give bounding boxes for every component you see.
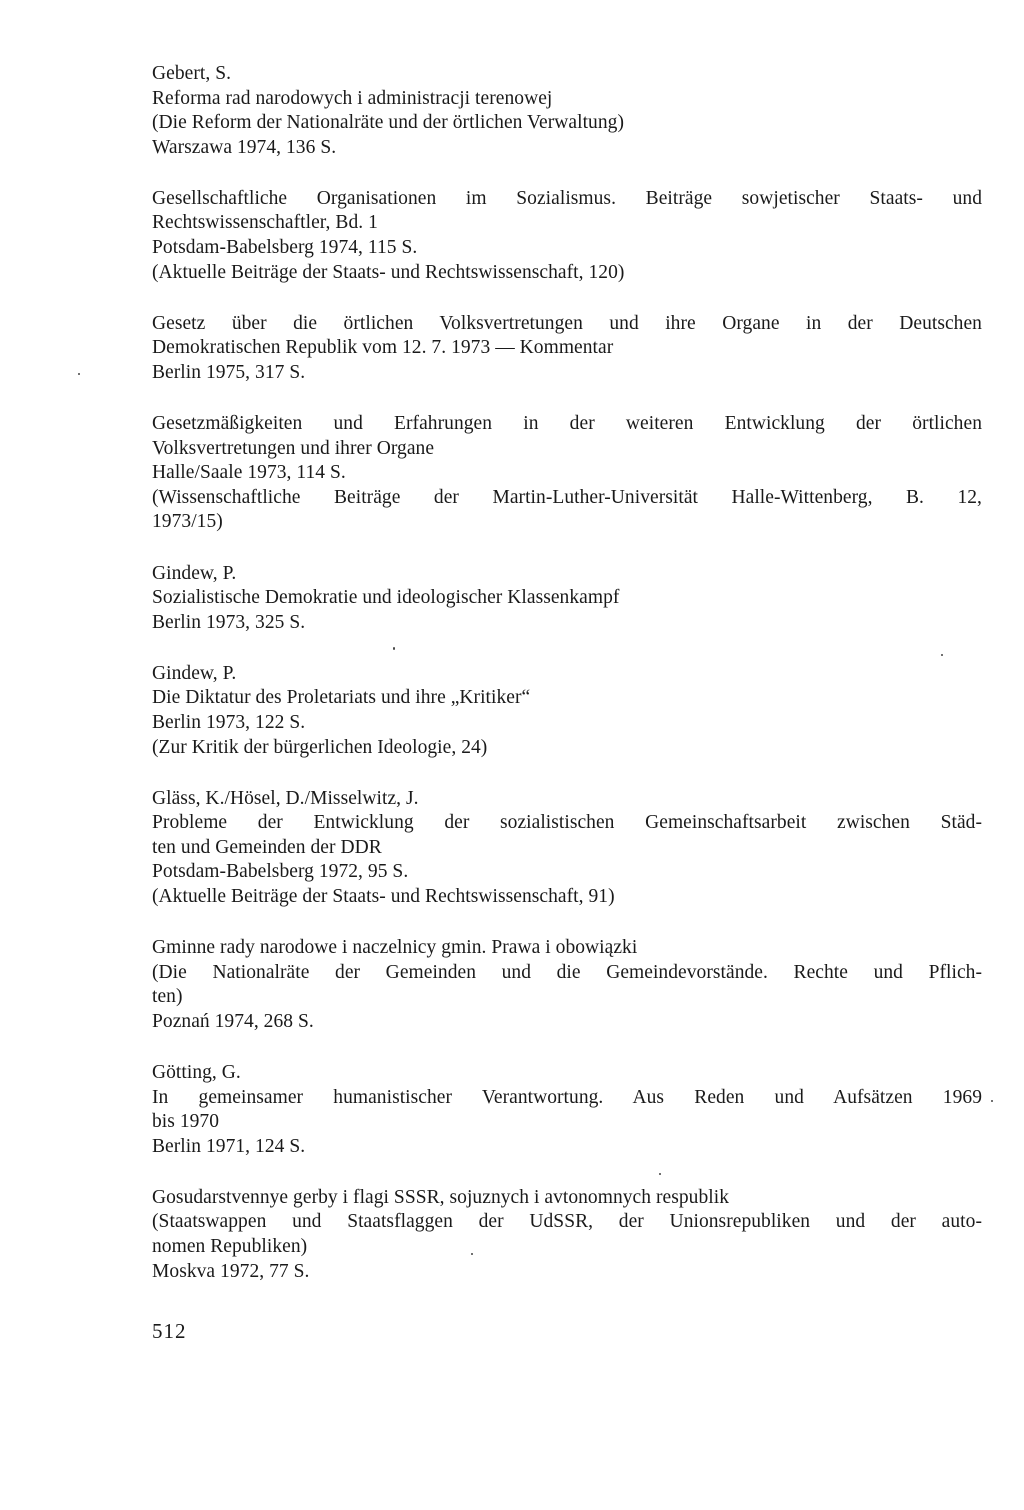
entry-line: bis 1970 — [152, 1111, 220, 1133]
entry-heading-line: Gindew, P. — [152, 562, 237, 584]
entry-line: Sozialistische Demokratie und ideologischer Klassenkampf — [152, 587, 620, 609]
scan-speck — [941, 654, 943, 656]
entry-heading-line: Gesellschaftliche Organisationen im Sozialismus. Beiträge sowjetischer Staats- und — [152, 187, 982, 209]
entry-line: (Aktuelle Beiträge der Staats- und Rechtswissenschaft, 91) — [152, 886, 615, 908]
entry-line: Berlin 1971, 124 S. — [152, 1135, 306, 1157]
scan-speck — [78, 373, 80, 375]
entry-heading-line: Gebert, S. — [152, 63, 232, 84]
bibliography-entry — [152, 562, 982, 636]
entry-line: Berlin 1975, 317 S. — [152, 361, 306, 383]
bibliography-entry — [152, 412, 982, 535]
entry-line: Potsdam-Babelsberg 1974, 115 S. — [152, 237, 418, 259]
entry-line: nomen Republiken) — [152, 1236, 308, 1258]
entry-line: Potsdam-Babelsberg 1972, 95 S. — [152, 861, 409, 883]
entry-line: Berlin 1973, 325 S. — [152, 611, 306, 633]
entry-line: In gemeinsamer humanistischer Verantwortung. Aus Reden und Aufsätzen 1969 — [152, 1086, 982, 1108]
entry-line: (Zur Kritik der bürgerlichen Ideologie, 24) — [152, 736, 488, 758]
scan-speck — [471, 1253, 473, 1255]
entry-heading-line: Gindew, P. — [152, 662, 237, 684]
entry-heading-line: Gesetz über die örtlichen Volksvertretungen und ihre Organe in der Deutschen — [152, 312, 982, 334]
entry-line: Halle/Saale 1973, 114 S. — [152, 462, 346, 484]
bibliography-entry — [152, 1061, 982, 1159]
entry-line: (Die Nationalräte der Gemeinden und die Gemeindevorstände. Rechte und Pflich- — [152, 961, 982, 983]
entry-line: (Die Reform der Nationalräte und der örtlichen Verwaltung) — [152, 112, 624, 134]
entry-heading-line: Gesetzmäßigkeiten und Erfahrungen in der weiteren Entwicklung der örtlichen — [152, 413, 982, 435]
entry-heading-line: Gminne rady narodowe i naczelnicy gmin. Prawa i obowiązki — [152, 937, 638, 959]
entry-line: Warszawa 1974, 136 S. — [152, 136, 337, 158]
entry-line: Poznań 1974, 268 S. — [152, 1010, 314, 1032]
entry-heading-line: Gläss, K./Hösel, D./Misselwitz, J. — [152, 787, 419, 809]
entry-line: Rechtswissenschaftler, Bd. 1 — [152, 212, 378, 234]
entry-line: Reforma rad narodowych i administracji terenowej — [152, 87, 553, 109]
scan-speck — [659, 1173, 661, 1175]
entry-heading-line: Gosudarstvennye gerby i flagi SSSR, sojuznych i avtonomnych respublik — [152, 1186, 730, 1208]
entry-line: Probleme der Entwicklung der sozialistischen Gemeinschaftsarbeit zwischen Städ- — [152, 812, 982, 834]
entry-line: (Staatswappen und Staatsflaggen der UdSSR, der Unionsrepubliken und der auto- — [152, 1211, 982, 1233]
bibliography-entry — [152, 787, 982, 910]
entry-line: Volksvertretungen und ihrer Organe — [152, 437, 435, 459]
entry-line: (Wissenschaftliche Beiträge der Martin-Luther-Universität Halle-Wittenberg, B. 12, — [152, 486, 982, 508]
scan-speck — [991, 1100, 993, 1102]
bibliography-entry — [152, 662, 982, 760]
page-number: 512 — [152, 1319, 187, 1343]
entry-line: 1973/15) — [152, 511, 223, 533]
entry-heading-line: Götting, G. — [152, 1062, 241, 1083]
entry-line: Berlin 1973, 122 S. — [152, 711, 306, 733]
bibliography-entry — [152, 1186, 982, 1284]
bibliography-entry — [152, 936, 982, 1034]
entry-line: Demokratischen Republik vom 12. 7. 1973 — Kommentar — [152, 337, 614, 359]
entry-line: (Aktuelle Beiträge der Staats- und Rechtswissenschaft, 120) — [152, 261, 625, 283]
bibliography-list — [152, 62, 982, 1311]
scan-speck — [393, 647, 395, 650]
entry-line: ten und Gemeinden der DDR — [152, 836, 382, 858]
entry-line: Moskva 1972, 77 S. — [152, 1260, 310, 1282]
bibliography-entry — [152, 187, 982, 285]
bibliography-entry — [152, 312, 982, 386]
bibliography-entry — [152, 62, 982, 160]
entry-line: ten) — [152, 986, 183, 1008]
entry-line: Die Diktatur des Proletariats und ihre „Kritiker“ — [152, 687, 531, 709]
